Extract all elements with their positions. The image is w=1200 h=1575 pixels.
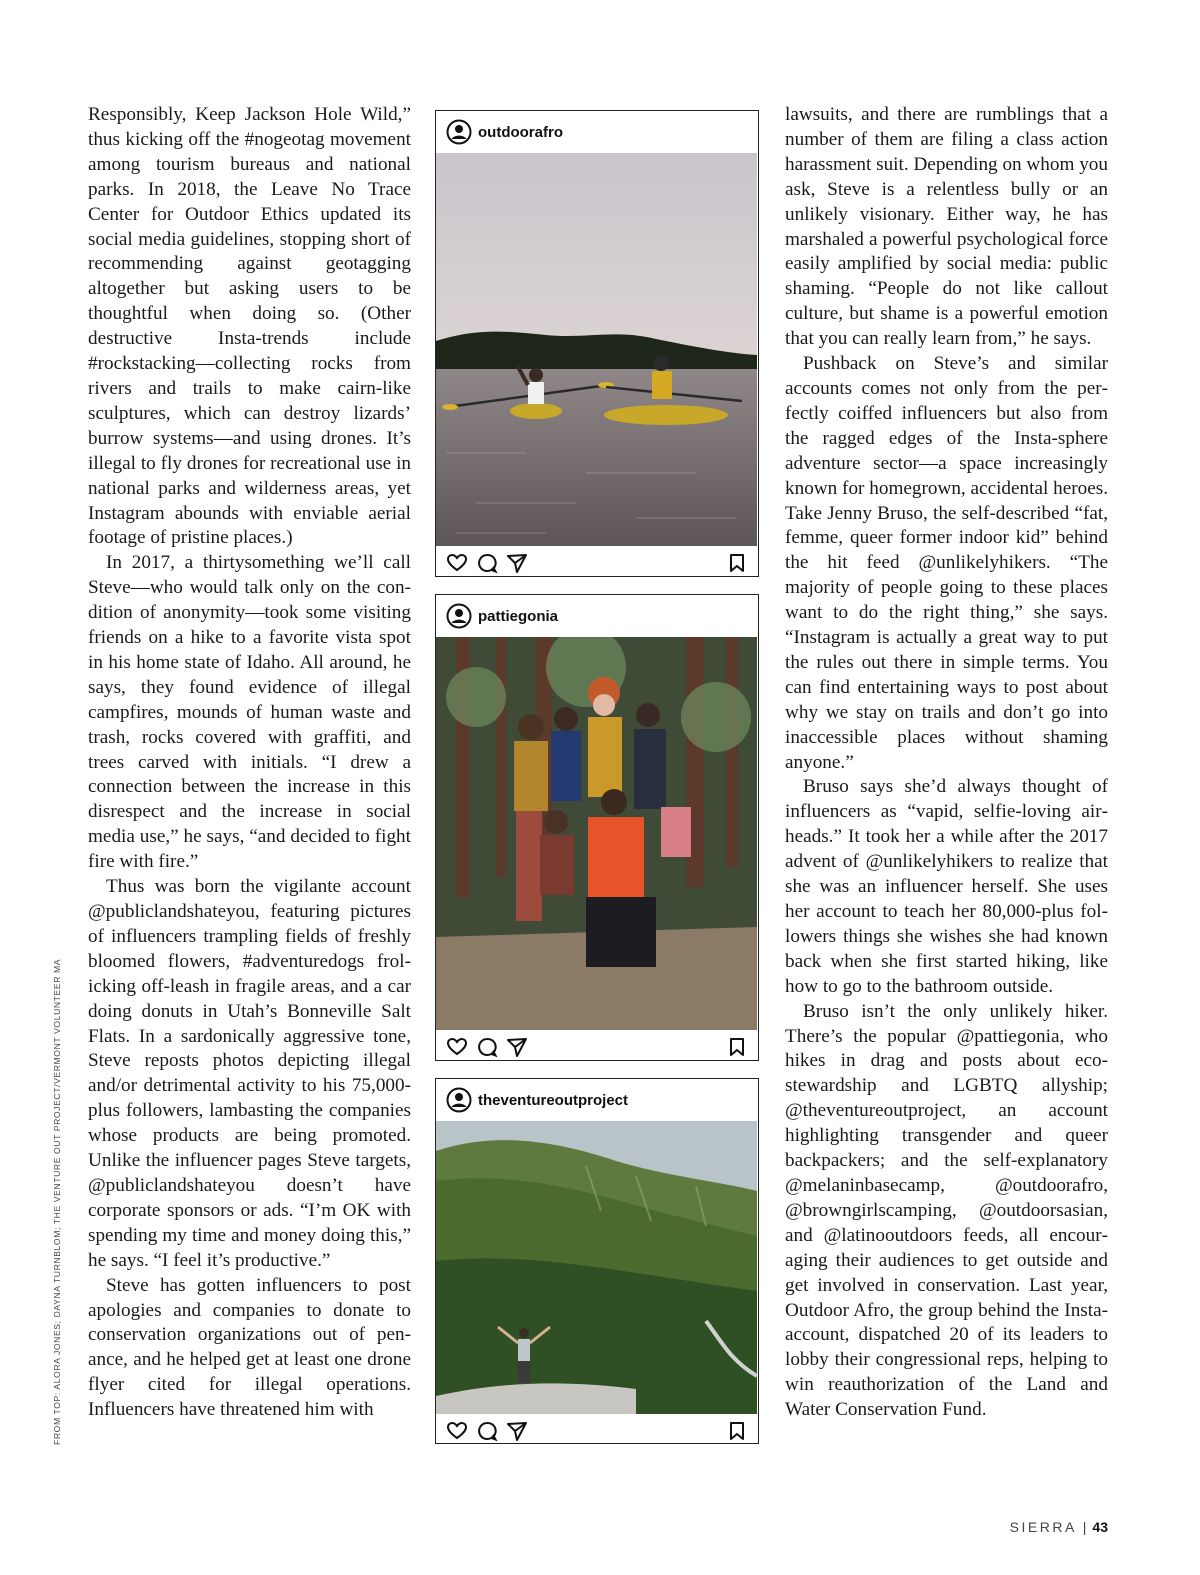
post-actions	[436, 1030, 758, 1064]
post-header	[436, 1079, 758, 1121]
share-icon[interactable]	[506, 552, 528, 574]
paragraph: Bruso isn’t the only unlikely hiker. There’s the popular @pattiegonia, who hikes in drag and posts about eco-stewardship and LGBTQ allyship; @theventureoutproject, an account highlighting transgender and queer backpackers; and the self-explanatory @melaninbasecamp, @outdoorafro, @browngirlscamping, @outdoorsasian, and @latinooutdoors feeds, all encouraging their audiences to get outside and get involved in conservation. Last year, Outdoor Afro, the group behind the Insta-account, dispatched 20 of its leaders to lobby their congressional reps, helping to win reauthorization of the Land and Water Conservation Fund.	[785, 1000, 1108, 1421]
kayak-lake-photo	[436, 153, 758, 546]
mountain-view-photo	[436, 1121, 758, 1414]
share-icon[interactable]	[506, 1036, 528, 1058]
heart-icon[interactable]	[446, 1036, 468, 1058]
paragraph: Responsibly, Keep Jackson Hole Wild,” thus kicking off the #nogeotag movement among tourism bureaus and national parks. In 2018, the Leave No Trace Center for Outdoor Ethics updated its social media guidelines, stopping short of recommending against geotagging altogether but asking users to be thoughtful when doing so. (Other destructive Insta-trends include #rockstacking—collecting rocks from rivers and trails to make cairn-like sculptures, which can destroy lizards’ burrow systems—and using drones. It’s illegal to fly drones for recreational use in national parks and wilderness areas, yet Instagram abounds with enviable aerial footage of pristine places.)	[88, 104, 411, 549]
heart-icon[interactable]	[446, 552, 468, 574]
instagram-post-outdoorafro	[435, 110, 759, 577]
bookmark-icon[interactable]	[728, 1037, 746, 1057]
post-header	[436, 595, 758, 637]
page-folio	[1010, 1519, 1108, 1535]
heart-icon[interactable]	[446, 1420, 468, 1442]
bookmark-icon[interactable]	[728, 1421, 746, 1441]
paragraph: Steve has gotten influencers to post apologies and companies to donate to conservation organizations out of penance, and he helped get at least one drone flyer cited for illegal operations. Influencers have threatened him with	[88, 1274, 411, 1421]
instagram-post-theventureoutproject	[435, 1078, 759, 1444]
page-number: 43	[1092, 1519, 1108, 1535]
comment-icon[interactable]	[476, 1420, 498, 1442]
instagram-post-pattiegonia	[435, 594, 759, 1061]
paragraph: Bruso says she’d always thought of influencers as “vapid, selfie-loving airheads.” It took her a while after the 2017 advent of @unlikelyhikers to realize that she was an influencer herself. She uses her account to teach her 80,000-plus followers things she wishes she had known back when she first started hiking, like how to go to the bathroom outside.	[785, 776, 1108, 997]
paragraph: Pushback on Steve’s and similar accounts comes not only from the perfectly coiffed influencers but also from the ragged edges of the Insta-sphere adventure sector—a space increasingly known for homegrown, accidental heroes. Take Jenny Bruso, the self-described “fat, femme, queer former indoor kid” behind the hit feed @unlikelyhikers. “The majority of people going to these places want to do the right thing,” she says. “Instagram is actually a great way to put the rules out there in simple terms. You can find entertaining ways to post about why we stay on trails and don’t go into inaccessible places without shaming anyone.”	[785, 353, 1108, 773]
folio-separator: |	[1082, 1519, 1087, 1535]
bookmark-icon[interactable]	[728, 553, 746, 573]
post-username[interactable]: pattiegonia	[478, 607, 559, 625]
post-username[interactable]: outdoorafro	[478, 123, 563, 141]
paragraph: Thus was born the vigilante account @publiclandshateyou, featuring pictures of influencers trampling fields of freshly bloomed flowers, #adventuredogs frolicking off-leash in fragile areas, and a car doing donuts in Utah’s Bonneville Salt Flats. In a sardonically aggressive tone, Steve reposts photos depicting illegal and/or detrimental activity to his 75,000-plus followers, lambasting the companies whose products are being promoted. Unlike the influencer pages Steve targets, @publiclandshateyou doesn’t have corporate sponsors or ads. “I’m OK with spending my time and money doing this,” he says. “I feel it’s productive.”	[88, 876, 411, 1271]
post-username[interactable]: theventureoutproject	[478, 1091, 629, 1109]
comment-icon[interactable]	[476, 1036, 498, 1058]
photo-credit: FROM TOP: ALORA JONES; DAYNA TURNBLOM; THE VENTURE OUT PROJECT/VERMONT VOLUNTEER MA	[52, 958, 62, 1445]
user-avatar-icon	[446, 1087, 472, 1113]
left-text-column	[88, 103, 411, 1423]
magazine-name: SIERRA	[1009, 1519, 1077, 1535]
paragraph: In 2017, a thirtysomething we’ll call Steve—who would talk only on the condition of anonymity—took some visiting friends on a hike to a favorite vista spot in his home state of Idaho. All around, he says, they found evidence of illegal campfires, mounds of human waste and trash, rocks covered with graffiti, and trees carved with initials. “I drew a connection between the increase in this disrespect and the increase in social media use,” he says, “and decided to fight fire with fire.”	[88, 552, 411, 873]
post-actions	[436, 546, 758, 580]
post-actions	[436, 1414, 758, 1448]
share-icon[interactable]	[506, 1420, 528, 1442]
post-header	[436, 111, 758, 153]
group-hikers-photo	[436, 637, 758, 1030]
paragraph: lawsuits, and there are rumblings that a number of them are filing a class action harassment suit. Depending on whom you ask, Steve is a relentless bully or an unlikely visionary. Either way, he has marshaled a powerful psychological force easily amplified by social media: public shaming. “People do not like callout culture, but shame is a powerful emotion that you can really learn from,” he says.	[785, 104, 1108, 350]
user-avatar-icon	[446, 119, 472, 145]
right-text-column	[785, 103, 1108, 1423]
comment-icon[interactable]	[476, 552, 498, 574]
user-avatar-icon	[446, 603, 472, 629]
